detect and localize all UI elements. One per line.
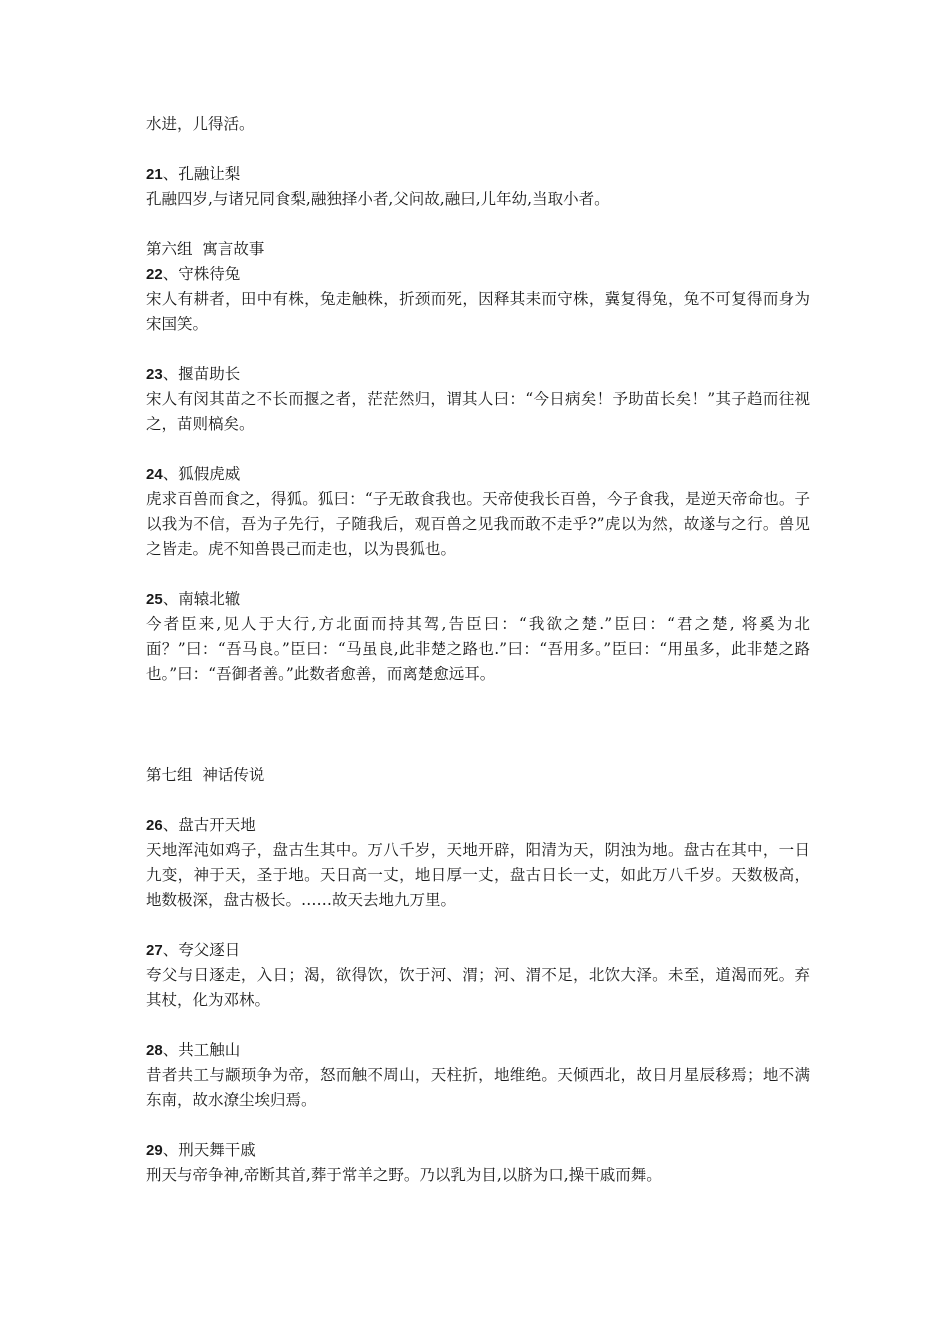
story-text-21: 孔融四岁,与诸兄同食梨,融独择小者,父问故,融曰,儿年幼,当取小者。 (146, 190, 610, 208)
story-heading-25: 25、南辕北辙 (146, 590, 241, 608)
story-number: 22 (146, 266, 163, 283)
story-heading-21: 21、孔融让梨 (146, 165, 241, 183)
story-title: 孔融让梨 (178, 165, 241, 183)
story-heading-29: 29、刑天舞干戚 (146, 1141, 256, 1159)
story-heading-27: 27、夸父逐日 (146, 941, 241, 959)
story-title: 南辕北辙 (178, 590, 241, 608)
story-text-27: 夸父与日逐走，入日；渴，欲得饮，饮于河、渭；河、渭不足，北饮大泽。未至，道渴而死。弃其杖，化为邓林。 (146, 966, 810, 1009)
story-title: 守株待兔 (178, 265, 241, 283)
story-number: 23 (146, 366, 163, 383)
story-heading-28: 28、共工触山 (146, 1041, 241, 1059)
story-text-23: 宋人有闵其苗之不长而揠之者，茫茫然归，谓其人曰：“今日病矣！予助苗长矣！”其子趋而往视之，苗则槁矣。 (146, 390, 810, 433)
story-heading-26: 26、盘古开天地 (146, 816, 256, 834)
story-number: 26 (146, 817, 163, 834)
story-text-24: 虎求百兽而食之，得狐。狐曰：“子无敢食我也。天帝使我长百兽，今子食我，是逆天帝命也。子以我为不信，吾为子先行，子随我后，观百兽之见我而敢不走乎?”虎以为然，故遂与之行。兽见之皆走。虎不知兽畏己而走也，以为畏狐也。 (146, 490, 810, 558)
story-text-26: 天地浑沌如鸡子，盘古生其中。万八千岁，天地开辟，阳清为天，阴浊为地。盘古在其中，一日九变，神于天，圣于地。天日高一丈，地日厚一丈，盘古日长一丈，如此万八千岁。天数极高，地数极深，盘古极长。……故天去地九万里。 (146, 841, 810, 909)
story-number: 28 (146, 1042, 163, 1059)
story-title: 狐假虎威 (178, 465, 241, 483)
story-title: 夸父逐日 (178, 941, 241, 959)
story-title: 刑天舞干戚 (178, 1141, 256, 1159)
story-number: 27 (146, 942, 163, 959)
paragraph-fragment: 水进，儿得活。 (146, 115, 255, 133)
group-title-6: 第六组 寓言故事 (146, 240, 265, 258)
story-title: 盘古开天地 (178, 816, 256, 834)
story-text-28: 昔者共工与颛顼争为帝，怒而触不周山，天柱折，地维绝。天倾西北，故日月星辰移焉；地不满东南，故水潦尘埃归焉。 (146, 1066, 810, 1109)
story-text-22: 宋人有耕者，田中有株，兔走触株，折颈而死，因释其耒而守株，冀复得兔，兔不可复得而身为宋国笑。 (146, 290, 810, 333)
story-heading-23: 23、揠苗助长 (146, 365, 241, 383)
story-text-29: 刑天与帝争神,帝断其首,葬于常羊之野。乃以乳为目,以脐为口,操干戚而舞。 (146, 1166, 662, 1184)
story-title: 共工触山 (178, 1041, 241, 1059)
story-heading-22: 22、守株待兔 (146, 265, 241, 283)
story-number: 21 (146, 166, 163, 183)
story-title: 揠苗助长 (178, 365, 241, 383)
story-number: 25 (146, 591, 163, 608)
story-number: 24 (146, 466, 163, 483)
group-title-7: 第七组 神话传说 (146, 766, 265, 784)
story-heading-24: 24、狐假虎威 (146, 465, 241, 483)
story-text-25: 今者臣来,见人于大行,方北面而持其驾,告臣曰：“我欲之楚.”臣曰：“君之楚, 将奚为北面？”曰：“吾马良。”臣曰：“马虽良,此非楚之路也.”曰：“吾用多。”臣曰：“用虽多，此非楚之路也。”曰：“吾御者善。”此数者愈善，而离楚愈远耳。 (146, 615, 810, 683)
document-page (146, 112, 810, 1188)
story-number: 29 (146, 1142, 163, 1159)
